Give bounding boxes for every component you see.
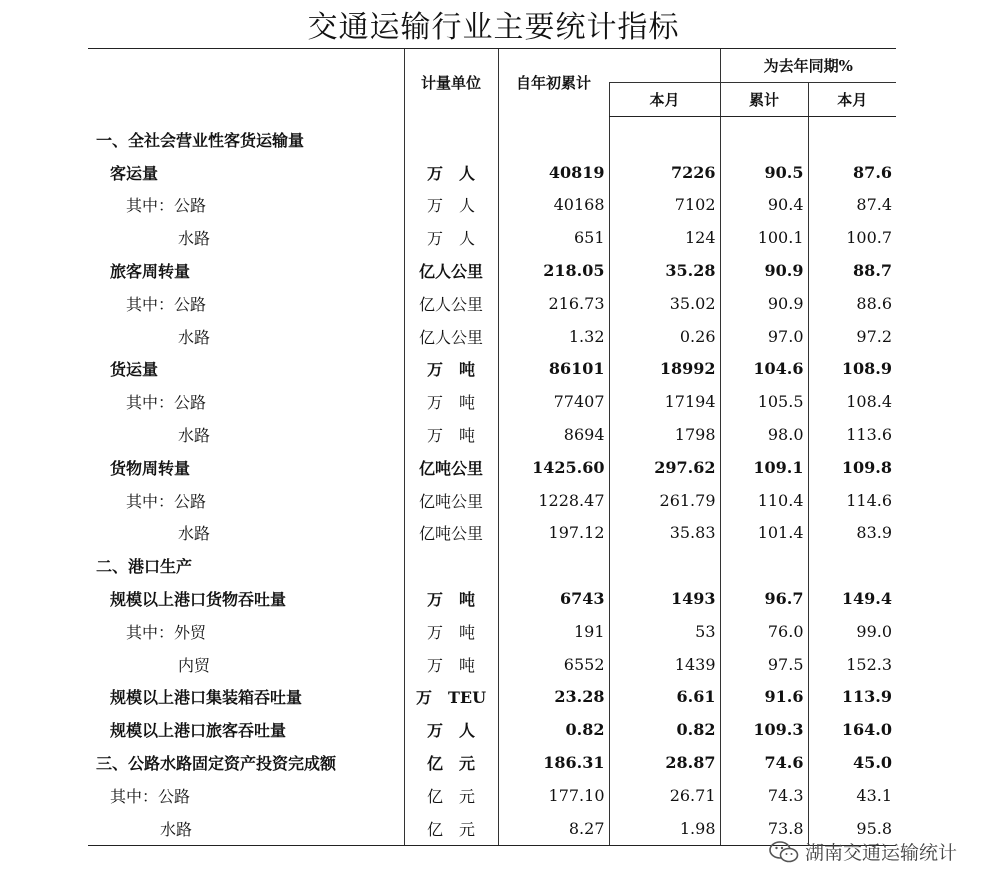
row-ytd: 191 bbox=[498, 615, 609, 648]
table-row bbox=[88, 779, 896, 812]
row-month: 17194 bbox=[609, 385, 720, 418]
row-month bbox=[609, 117, 720, 156]
row-yoy-cum: 90.9 bbox=[720, 287, 808, 320]
row-month: 261.79 bbox=[609, 484, 720, 517]
header-blank bbox=[609, 49, 720, 83]
row-unit: 万 吨 bbox=[404, 648, 498, 681]
row-ytd: 40168 bbox=[498, 189, 609, 222]
row-yoy-cum: 91.6 bbox=[720, 681, 808, 714]
row-unit: 万 人 bbox=[404, 189, 498, 222]
row-ytd: 6743 bbox=[498, 582, 609, 615]
table-row bbox=[88, 254, 896, 287]
row-ytd: 77407 bbox=[498, 385, 609, 418]
row-yoy-cum bbox=[720, 549, 808, 582]
table-row bbox=[88, 353, 896, 386]
row-unit: 万 吨 bbox=[404, 385, 498, 418]
row-unit: 亿人公里 bbox=[404, 254, 498, 287]
row-unit: 万 吨 bbox=[404, 418, 498, 451]
row-unit: 亿人公里 bbox=[404, 287, 498, 320]
row-yoy-cum: 73.8 bbox=[720, 812, 808, 845]
row-name: 水路 bbox=[178, 229, 211, 249]
row-unit: 亿吨公里 bbox=[404, 484, 498, 517]
row-ytd: 1228.47 bbox=[498, 484, 609, 517]
row-unit: 万 人 bbox=[404, 156, 498, 189]
table-row bbox=[88, 156, 896, 189]
row-month: 6.61 bbox=[609, 681, 720, 714]
row-yoy-month: 100.7 bbox=[808, 221, 896, 254]
row-yoy-cum: 76.0 bbox=[720, 615, 808, 648]
row-yoy-month: 109.8 bbox=[808, 451, 896, 484]
row-yoy-cum: 90.4 bbox=[720, 189, 808, 222]
header-item-column bbox=[88, 49, 404, 117]
row-month: 35.28 bbox=[609, 254, 720, 287]
row-yoy-cum: 101.4 bbox=[720, 517, 808, 550]
row-name: 货运量 bbox=[110, 360, 159, 380]
row-month: 35.83 bbox=[609, 517, 720, 550]
row-yoy-cum: 104.6 bbox=[720, 353, 808, 386]
table-row bbox=[88, 549, 896, 582]
row-name: 水路 bbox=[88, 812, 404, 845]
row-yoy-month: 43.1 bbox=[808, 779, 896, 812]
row-yoy-month: 88.6 bbox=[808, 287, 896, 320]
watermark bbox=[769, 838, 957, 865]
row-name: 规模以上港口集装箱吞吐量 bbox=[110, 688, 303, 708]
row-name: 三、公路水路固定资产投资完成额 bbox=[96, 754, 337, 774]
row-month: 297.62 bbox=[609, 451, 720, 484]
table-header bbox=[88, 49, 896, 117]
table-row bbox=[88, 287, 896, 320]
watermark-text: 湖南交通运输统计 bbox=[804, 842, 957, 864]
row-ytd: 197.12 bbox=[498, 517, 609, 550]
row-yoy-month bbox=[808, 549, 896, 582]
row-ytd: 0.82 bbox=[498, 713, 609, 746]
row-yoy-cum bbox=[720, 117, 808, 156]
row-month: 7226 bbox=[609, 156, 720, 189]
row-yoy-cum: 96.7 bbox=[720, 582, 808, 615]
table-row bbox=[88, 484, 896, 517]
row-ytd: 651 bbox=[498, 221, 609, 254]
row-yoy-month: 149.4 bbox=[808, 582, 896, 615]
row-name: 水路 bbox=[178, 327, 211, 347]
row-unit: 万 TEU bbox=[404, 681, 498, 714]
row-unit: 亿人公里 bbox=[404, 320, 498, 353]
row-unit bbox=[404, 549, 498, 582]
table-row bbox=[88, 582, 896, 615]
row-unit: 万 吨 bbox=[404, 615, 498, 648]
row-yoy-month: 108.4 bbox=[808, 385, 896, 418]
table-row bbox=[88, 648, 896, 681]
row-ytd: 186.31 bbox=[498, 746, 609, 779]
header-yoy: 为去年同期% bbox=[720, 49, 896, 83]
wechat-icon bbox=[769, 840, 799, 864]
row-ytd: 23.28 bbox=[498, 681, 609, 714]
row-month bbox=[609, 549, 720, 582]
row-month: 53 bbox=[609, 615, 720, 648]
row-yoy-cum: 110.4 bbox=[720, 484, 808, 517]
row-yoy-month: 45.0 bbox=[808, 746, 896, 779]
row-unit: 万 人 bbox=[404, 713, 498, 746]
row-month: 1798 bbox=[609, 418, 720, 451]
row-name: 其中：公路 bbox=[126, 393, 207, 413]
row-yoy-cum: 109.1 bbox=[720, 451, 808, 484]
header-yoy-cum: 累计 bbox=[720, 83, 808, 117]
header-unit: 计量单位 bbox=[404, 49, 498, 117]
row-yoy-cum: 98.0 bbox=[720, 418, 808, 451]
table-row bbox=[88, 713, 896, 746]
page-title: 交通运输行业主要统计指标 bbox=[307, 10, 680, 45]
row-name: 水路 bbox=[178, 524, 211, 544]
row-ytd: 218.05 bbox=[498, 254, 609, 287]
row-ytd: 177.10 bbox=[498, 779, 609, 812]
row-ytd: 8694 bbox=[498, 418, 609, 451]
row-yoy-cum: 105.5 bbox=[720, 385, 808, 418]
row-ytd: 86101 bbox=[498, 353, 609, 386]
row-unit: 亿吨公里 bbox=[404, 517, 498, 550]
row-name: 规模以上港口货物吞吐量 bbox=[110, 590, 287, 610]
row-yoy-cum: 97.0 bbox=[720, 320, 808, 353]
stats-table bbox=[88, 48, 896, 846]
row-unit bbox=[404, 117, 498, 156]
row-name: 一、全社会营业性客货运输量 bbox=[96, 130, 305, 150]
row-name: 货物周转量 bbox=[110, 458, 191, 478]
row-name: 其中：公路 bbox=[110, 786, 191, 806]
row-name: 客运量 bbox=[110, 163, 159, 183]
row-yoy-month: 97.2 bbox=[808, 320, 896, 353]
header-month: 本月 bbox=[609, 83, 720, 117]
table-row bbox=[88, 418, 896, 451]
row-ytd: 1425.60 bbox=[498, 451, 609, 484]
row-month: 28.87 bbox=[609, 746, 720, 779]
header-yoy-month: 本月 bbox=[808, 83, 896, 117]
row-month: 1.98 bbox=[609, 812, 720, 845]
row-yoy-month: 95.8 bbox=[808, 812, 896, 845]
table-row bbox=[88, 746, 896, 779]
row-yoy-month: 88.7 bbox=[808, 254, 896, 287]
row-name: 二、港口生产 bbox=[96, 557, 193, 577]
row-ytd: 1.32 bbox=[498, 320, 609, 353]
row-yoy-month: 83.9 bbox=[808, 517, 896, 550]
row-month: 7102 bbox=[609, 189, 720, 222]
table-row bbox=[88, 189, 896, 222]
row-month: 18992 bbox=[609, 353, 720, 386]
row-ytd: 40819 bbox=[498, 156, 609, 189]
row-yoy-cum: 74.6 bbox=[720, 746, 808, 779]
table-row bbox=[88, 221, 896, 254]
row-yoy-cum: 100.1 bbox=[720, 221, 808, 254]
row-ytd: 6552 bbox=[498, 648, 609, 681]
table-row bbox=[88, 451, 896, 484]
row-unit: 亿 元 bbox=[404, 812, 498, 845]
row-name: 其中：公路 bbox=[126, 294, 207, 314]
table-row bbox=[88, 517, 896, 550]
row-month: 35.02 bbox=[609, 287, 720, 320]
table-row bbox=[88, 385, 896, 418]
header-ytd: 自年初累计 bbox=[498, 49, 609, 117]
row-month: 1439 bbox=[609, 648, 720, 681]
row-month: 0.26 bbox=[609, 320, 720, 353]
row-yoy-month: 99.0 bbox=[808, 615, 896, 648]
row-ytd bbox=[498, 549, 609, 582]
table-row bbox=[88, 117, 896, 156]
row-yoy-month: 164.0 bbox=[808, 713, 896, 746]
row-month: 1493 bbox=[609, 582, 720, 615]
row-name: 规模以上港口旅客吞吐量 bbox=[110, 721, 287, 741]
row-yoy-month: 108.9 bbox=[808, 353, 896, 386]
table-row bbox=[88, 615, 896, 648]
row-yoy-cum: 97.5 bbox=[720, 648, 808, 681]
row-name: 其中：外贸 bbox=[126, 622, 207, 642]
row-yoy-cum: 74.3 bbox=[720, 779, 808, 812]
row-month: 0.82 bbox=[609, 713, 720, 746]
row-ytd bbox=[498, 117, 609, 156]
row-name: 水路 bbox=[178, 426, 211, 446]
row-unit: 亿 元 bbox=[404, 779, 498, 812]
row-yoy-month: 113.6 bbox=[808, 418, 896, 451]
row-unit: 亿吨公里 bbox=[404, 451, 498, 484]
row-month: 26.71 bbox=[609, 779, 720, 812]
row-name: 其中：公路 bbox=[126, 196, 207, 216]
row-month: 124 bbox=[609, 221, 720, 254]
row-yoy-cum: 90.9 bbox=[720, 254, 808, 287]
row-unit: 万 吨 bbox=[404, 582, 498, 615]
row-yoy-month: 87.6 bbox=[808, 156, 896, 189]
row-yoy-cum: 109.3 bbox=[720, 713, 808, 746]
row-unit: 万 人 bbox=[404, 221, 498, 254]
row-unit: 万 吨 bbox=[404, 353, 498, 386]
row-yoy-month: 114.6 bbox=[808, 484, 896, 517]
row-yoy-month: 152.3 bbox=[808, 648, 896, 681]
table-row bbox=[88, 681, 896, 714]
row-ytd: 8.27 bbox=[498, 812, 609, 845]
row-name: 内贸 bbox=[178, 655, 211, 675]
row-name: 其中：公路 bbox=[126, 491, 207, 511]
row-unit: 亿 元 bbox=[404, 746, 498, 779]
row-name: 旅客周转量 bbox=[110, 262, 191, 282]
row-yoy-month: 113.9 bbox=[808, 681, 896, 714]
row-yoy-month bbox=[808, 117, 896, 156]
row-yoy-month: 87.4 bbox=[808, 189, 896, 222]
row-yoy-cum: 90.5 bbox=[720, 156, 808, 189]
row-ytd: 216.73 bbox=[498, 287, 609, 320]
table-body bbox=[88, 117, 896, 846]
table-row bbox=[88, 320, 896, 353]
